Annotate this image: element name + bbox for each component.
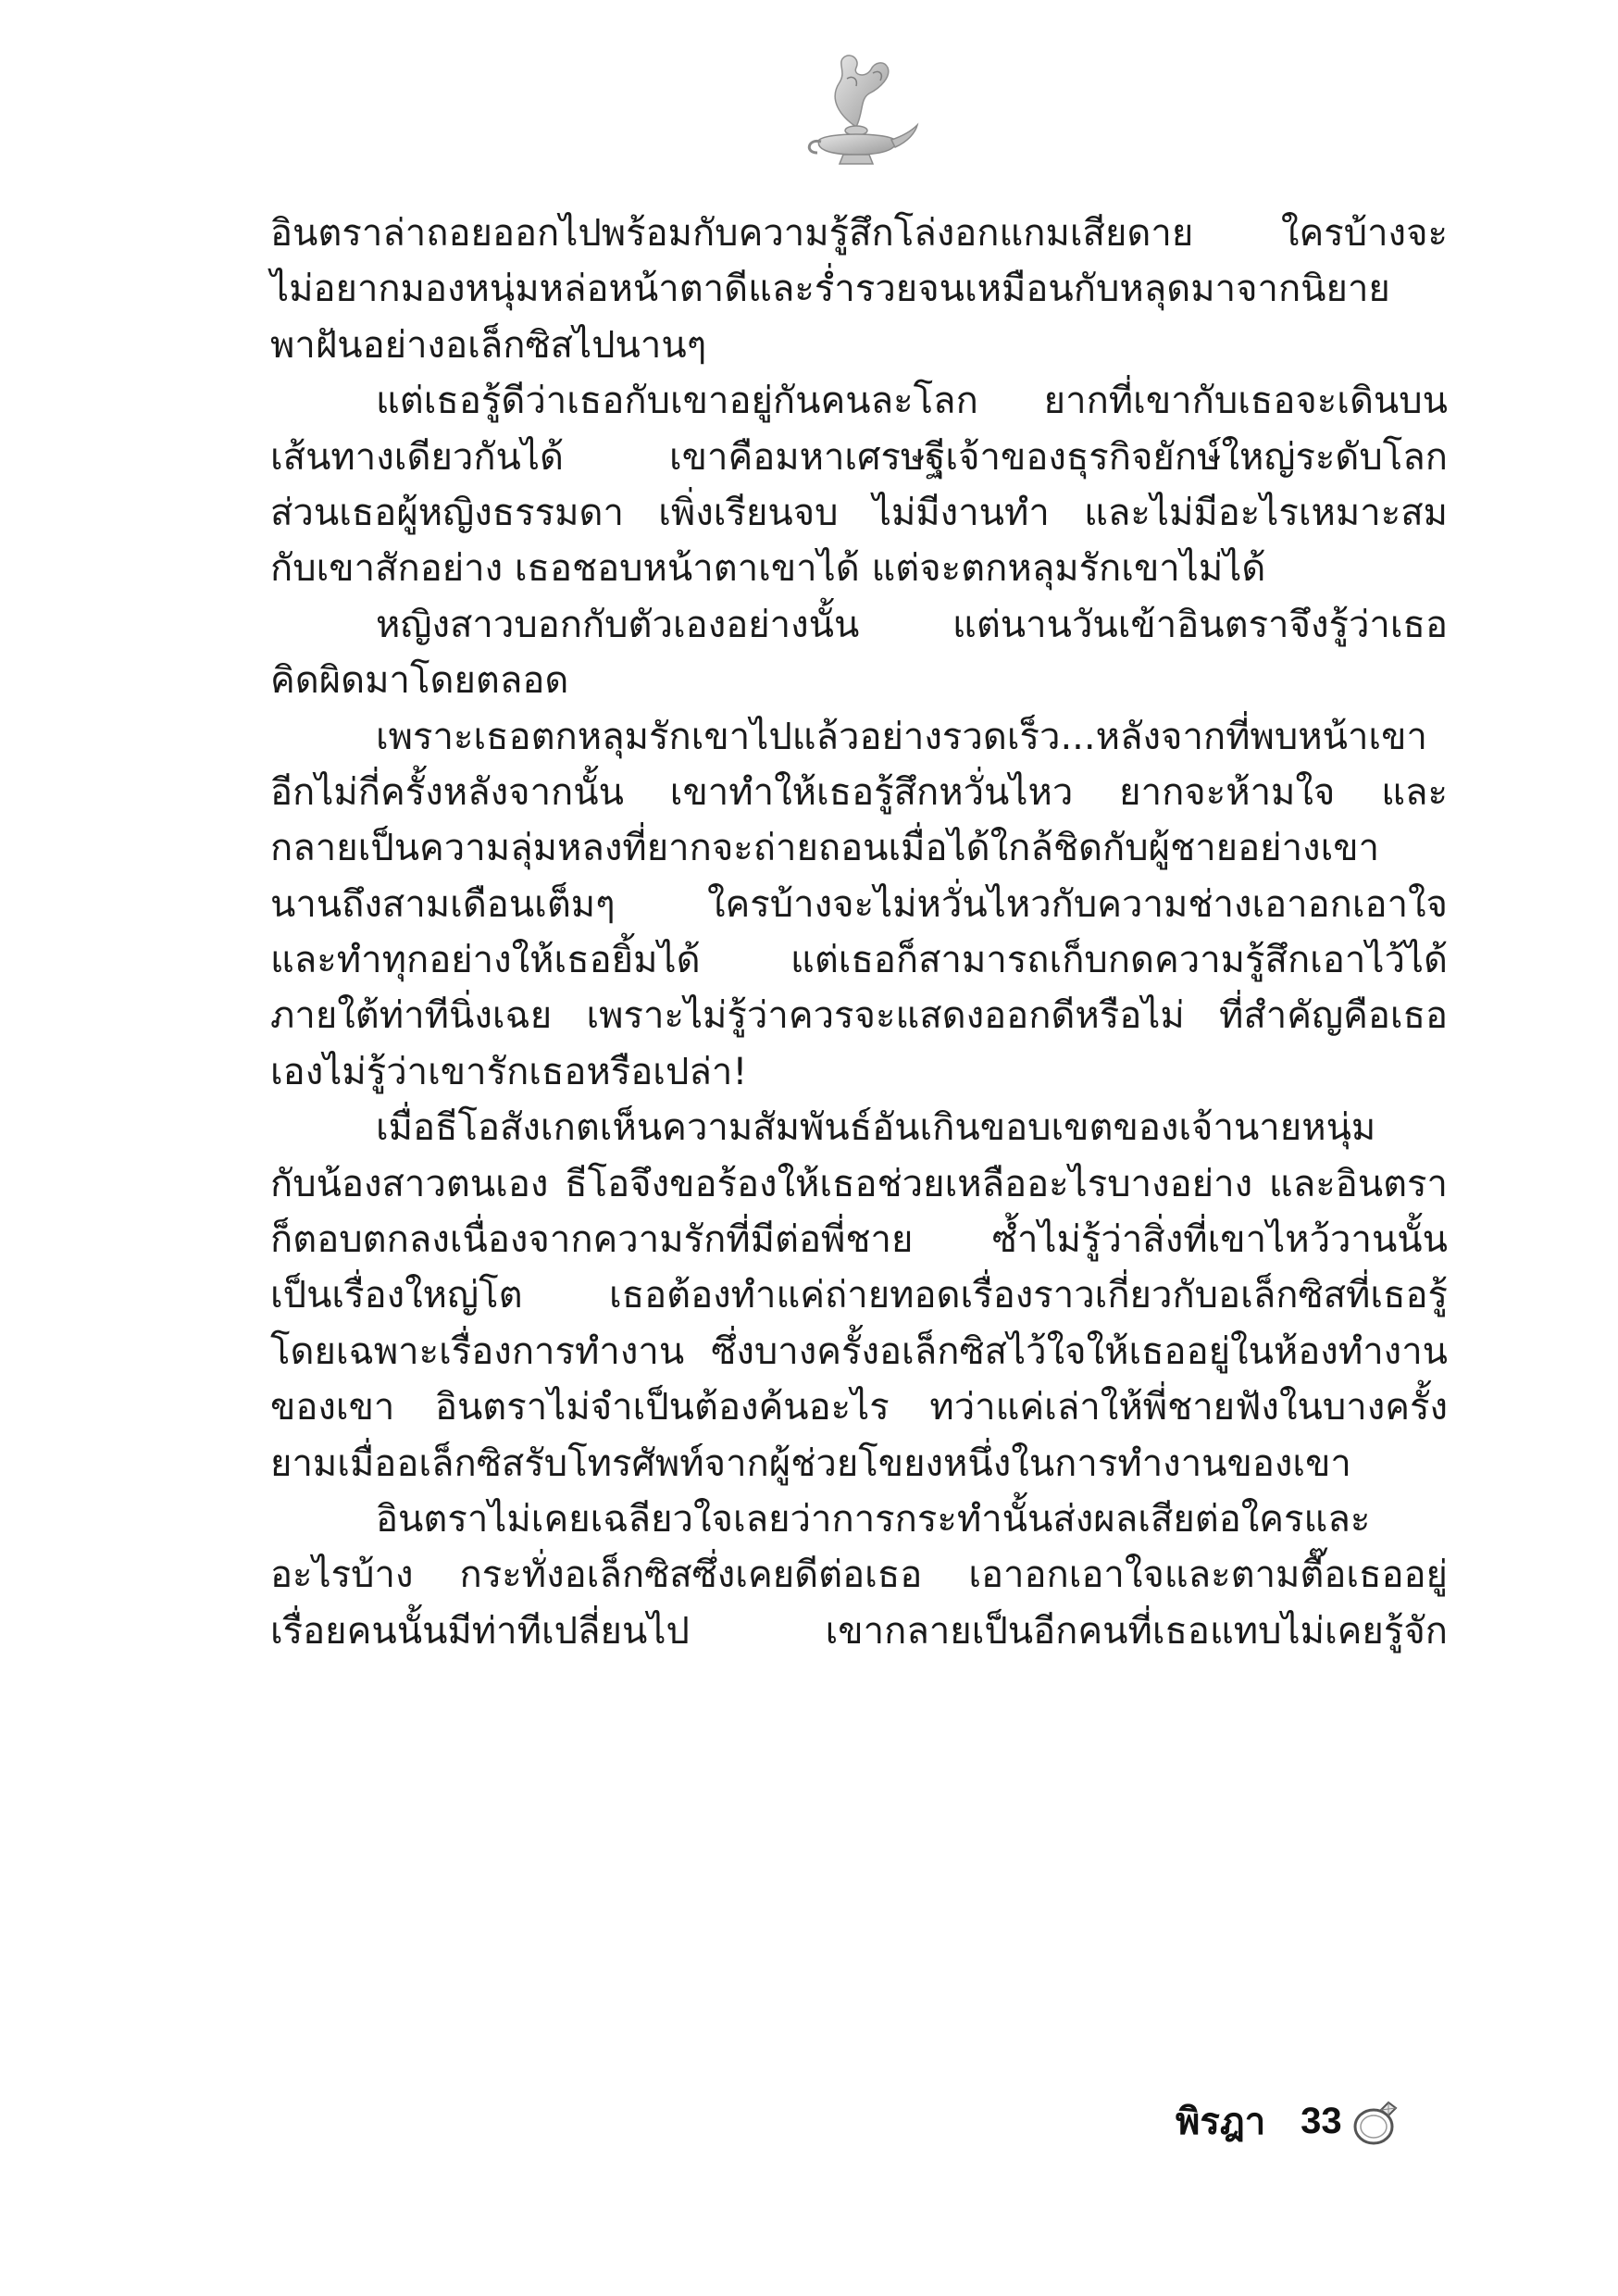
text-line: โดยเฉพาะเรื่องการทำงาน ซึ่งบางครั้งอเล็กซิสไว้ใจให้เธออยู่ในห้องทำงาน: [270, 1329, 1448, 1373]
text-line: อะไรบ้าง กระทั่งอเล็กซิสซึ่งเคยดีต่อเธอ เอาอกเอาใจและตามตื๊อเธออยู่: [270, 1554, 1448, 1597]
text-line: คิดผิดมาโดยตลอด: [270, 659, 569, 703]
text-line: พาฝันอย่างอเล็กซิสไปนานๆ: [270, 323, 707, 367]
text-line: ส่วนเธอผู้หญิงธรรมดา เพิ่งเรียนจบ ไม่มีงานทำ และไม่มีอะไรเหมาะสม: [270, 491, 1448, 534]
page-number: 33: [1301, 2100, 1342, 2141]
text-line: ไม่อยากมองหนุ่มหล่อหน้าตาดีและร่ำรวยจนเหมือนกับหลุดมาจากนิยาย: [270, 268, 1390, 311]
text-line: ยามเมื่ออเล็กซิสรับโทรศัพท์จากผู้ช่วยโขยงหนึ่งในการทำงานของเขา: [270, 1441, 1351, 1485]
text-line: เองไม่รู้ว่าเขารักเธอหรือเปล่า!: [270, 1050, 748, 1093]
text-line: กับน้องสาวตนเอง ธีโอจึงขอร้องให้เธอช่วยเหลืออะไรบางอย่าง และอินตรา: [270, 1162, 1448, 1205]
text-line: ก็ตอบตกลงเนื่องจากความรักที่มีต่อพี่ชาย ซ้ำไม่รู้ว่าสิ่งที่เขาไหว้วานนั้น: [270, 1218, 1448, 1262]
text-line: ภายใต้ท่าทีนิ่งเฉย เพราะไม่รู้ว่าควรจะแสดงออกดีหรือไม่ ที่สำคัญคือเธอ: [270, 994, 1448, 1038]
text-line: กับเขาสักอย่าง เธอชอบหน้าตาเขาได้ แต่จะตกหลุมรักเขาไม่ได้: [270, 547, 1266, 591]
text-line: และทำทุกอย่างให้เธอยิ้มได้ แต่เธอก็สามารถเก็บกดความรู้สึกเอาไว้ได้: [270, 939, 1448, 982]
text-line: แต่เธอรู้ดีว่าเธอกับเขาอยู่กันคนละโลก ยากที่เขากับเธอจะเดินบน: [376, 380, 1448, 423]
text-line: กลายเป็นความลุ่มหลงที่ยากจะถ่ายถอนเมื่อได้ใกล้ชิดกับผู้ชายอย่างเขา: [270, 827, 1380, 870]
text-line: เรื่อยคนนั้นมีท่าทีเปลี่ยนไป เขากลายเป็นอีกคนที่เธอแทบไม่เคยรู้จัก: [270, 1609, 1448, 1653]
text-line: นานถึงสามเดือนเต็มๆ ใครบ้างจะไม่หวั่นไหวกับความช่างเอาอกเอาใจ: [270, 882, 1448, 926]
text-line: ของเขา อินตราไม่จำเป็นต้องค้นอะไร ทว่าแค่เล่าให้พี่ชายฟังในบางครั้ง: [270, 1386, 1448, 1429]
text-line: อีกไม่กี่ครั้งหลังจากนั้น เขาทำให้เธอรู้สึกหวั่นไหว ยากจะห้ามใจ และ: [270, 770, 1448, 814]
text-line: เพราะเธอตกหลุมรักเขาไปแล้วอย่างรวดเร็ว...หลังจากที่พบหน้าเขา: [376, 715, 1427, 758]
text-line: เป็นเรื่องใหญ่โต เธอต้องทำแค่ถ่ายทอดเรื่องราวเกี่ยวกับอเล็กซิสที่เธอรู้: [270, 1274, 1448, 1317]
text-line: หญิงสาวบอกกับตัวเองอย่างนั้น แต่นานวันเข้าอินตราจึงรู้ว่าเธอ: [376, 603, 1448, 646]
text-line: เมื่อธีโอสังเกตเห็นความสัมพันธ์อันเกินขอบเขตของเจ้านายหนุ่ม: [376, 1106, 1376, 1150]
text-line: อินตราล่าถอยออกไปพร้อมกับความรู้สึกโล่งอกแกมเสียดาย ใครบ้างจะ: [270, 212, 1448, 255]
body-text: [270, 206, 1448, 1659]
genie-lamp-icon: [791, 51, 921, 171]
text-line: อินตราไม่เคยเฉลียวใจเลยว่าการกระทำนั้นส่งผลเสียต่อใครและ: [376, 1497, 1371, 1541]
author-name: พิรฎา: [1176, 2101, 1266, 2143]
text-line: เส้นทางเดียวกันได้ เขาคือมหาเศรษฐีเจ้าของธุรกิจยักษ์ใหญ่ระดับโลก: [270, 435, 1448, 479]
ring-icon: [1350, 2093, 1401, 2149]
page-footer: [1176, 2089, 1401, 2153]
